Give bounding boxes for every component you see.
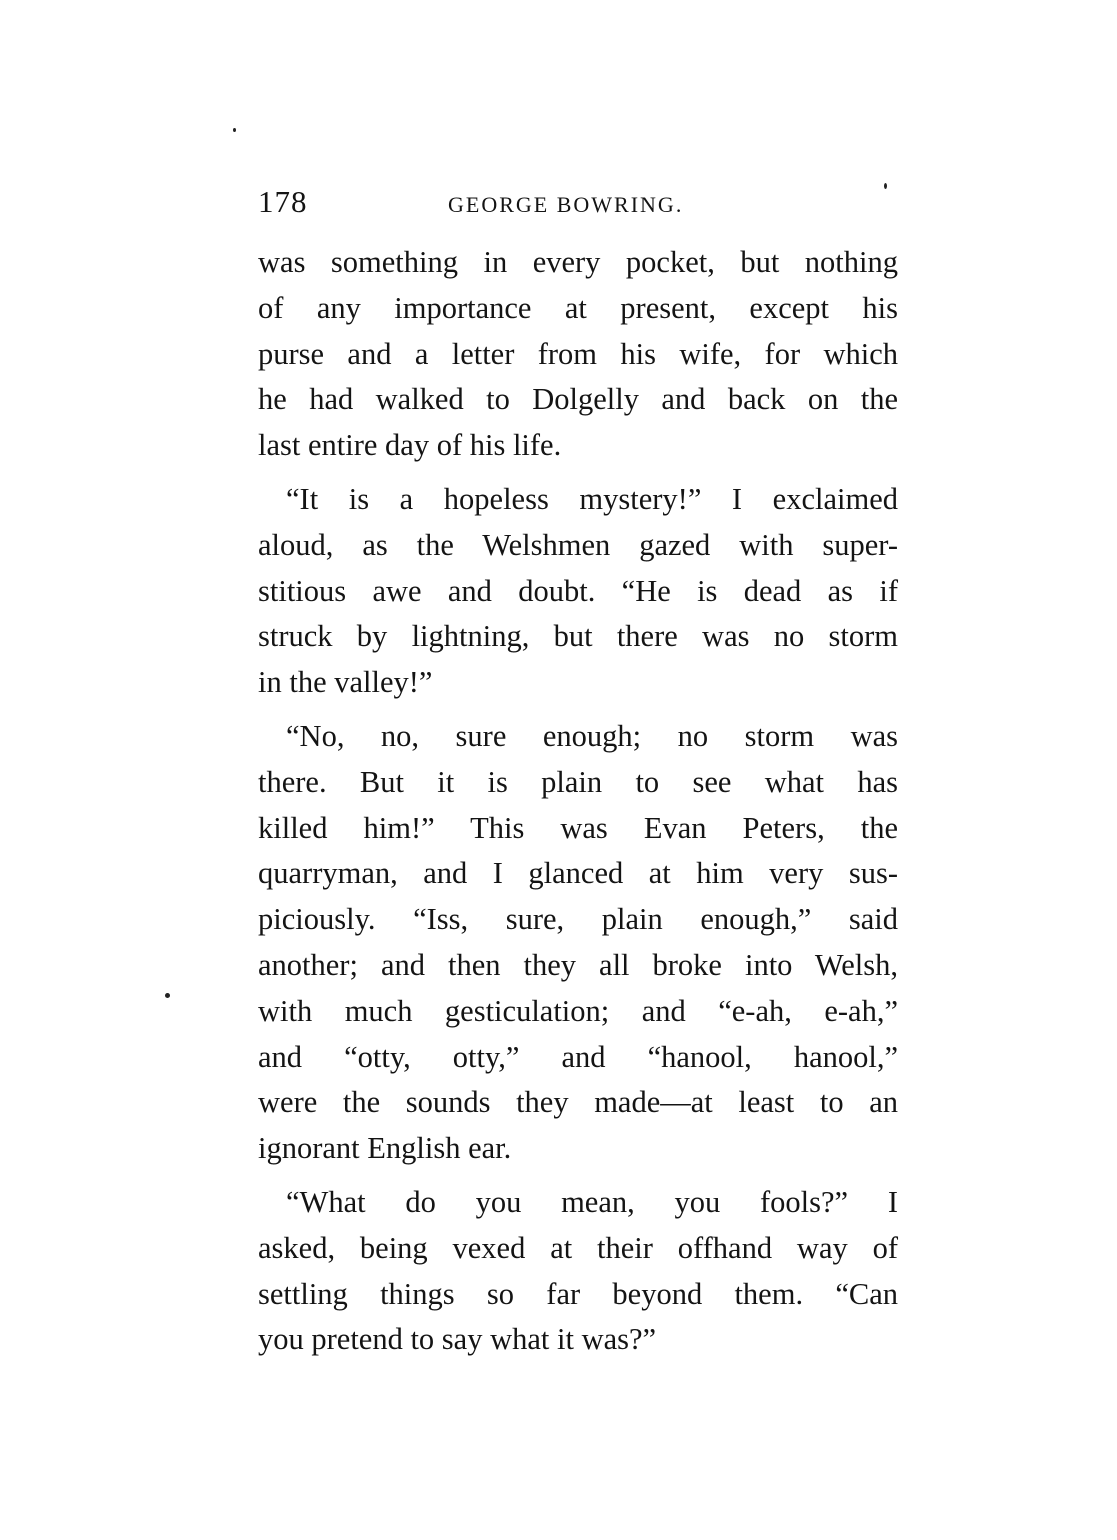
text-line: struck by lightning, but there was no storm — [258, 619, 898, 654]
text-line: and “otty, otty,” and “hanool, hanool,” — [258, 1039, 898, 1074]
text-line: there. But it is plain to see what has — [258, 764, 898, 799]
text-line: asked, being vexed at their offhand way of — [258, 1230, 898, 1265]
text-line: ignorant English ear. — [258, 1131, 512, 1166]
text-line: you pretend to say what it was?” — [258, 1322, 657, 1357]
text-line: aloud, as the Welshmen gazed with super- — [258, 527, 898, 562]
text-line: stitious awe and doubt. “He is dead as if — [258, 573, 898, 608]
text-line: of any importance at present, except his — [258, 290, 898, 325]
text-line: killed him!” This was Evan Peters, the — [258, 810, 898, 845]
text-line: last entire day of his life. — [258, 428, 562, 463]
text-line: piciously. “Iss, sure, plain enough,” said — [258, 902, 898, 937]
paragraph — [258, 1180, 898, 1363]
text-line: was something in every pocket, but nothing — [258, 245, 898, 279]
paragraph — [258, 477, 898, 706]
text-line: “No, no, sure enough; no storm was — [286, 718, 898, 753]
text-line: settling things so far beyond them. “Can — [258, 1276, 898, 1311]
speck-mark — [165, 993, 170, 998]
page-number: 178 — [258, 184, 308, 219]
text-line: purse and a letter from his wife, for which — [258, 336, 898, 371]
paragraph-gap — [258, 469, 898, 477]
text-line: “What do you mean, you fools?” I — [286, 1184, 898, 1219]
speck-mark — [233, 128, 236, 132]
paragraph — [258, 714, 898, 1172]
text-line: he had walked to Dolgelly and back on the — [258, 382, 898, 417]
paragraph-gap — [258, 1172, 898, 1180]
text-line: quarryman, and I glanced at him very sus- — [258, 856, 898, 891]
text-line: with much gesticulation; and “e-ah, e-ah,” — [258, 993, 898, 1028]
paragraph-gap — [258, 706, 898, 714]
text-line: “It is a hopeless mystery!” I exclaimed — [286, 481, 898, 516]
page-header — [258, 180, 898, 224]
text-line: were the sounds they made—at least to an — [258, 1085, 898, 1120]
body-text — [258, 240, 898, 1363]
paragraph — [258, 240, 898, 469]
text-line: in the valley!” — [258, 665, 433, 700]
running-title: GEORGE BOWRING. — [448, 192, 684, 217]
text-line: another; and then they all broke into Welsh, — [258, 947, 898, 982]
speck-mark — [884, 183, 887, 189]
